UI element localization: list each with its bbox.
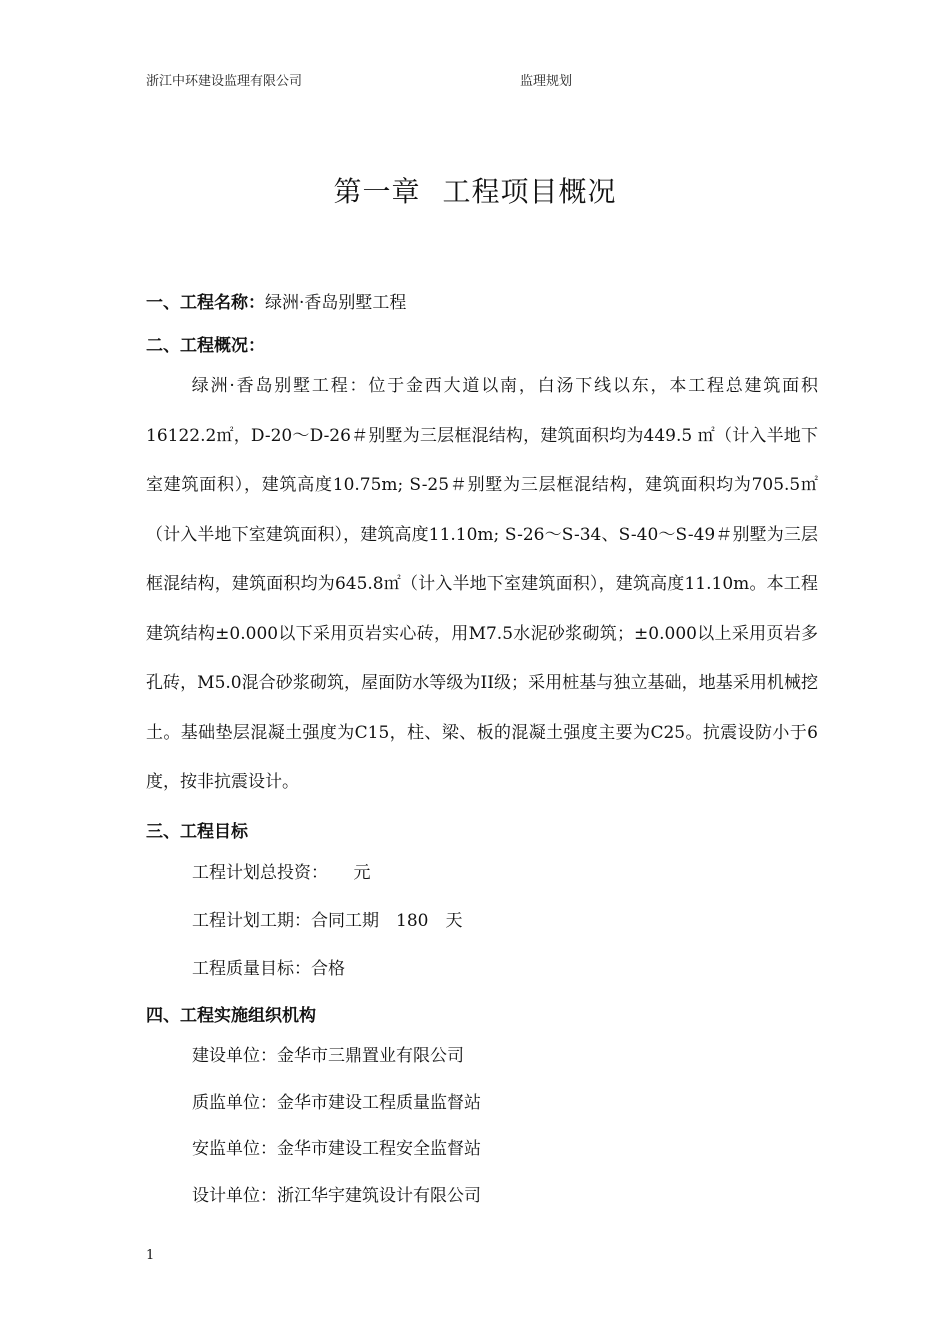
overview-paragraph <box>146 362 818 808</box>
org-designer: 设计单位：浙江华宇建筑设计有限公司 <box>192 1186 481 1206</box>
section-goals-heading: 三、工程目标 <box>146 822 248 842</box>
overview-text: 绿洲·香岛别墅工程：位于金西大道以南，白汤下线以东，本工程总建筑面积16122.2㎡，D-20～D-26＃别墅为三层框混结构，建筑面积均为449.5 ㎡（计入半地下室建筑面积），建筑高度10.75m; S-25＃别墅为三层框混结构，建筑面积均为705.5㎡（计入半地下室建筑面积），建筑高度11.10m; S-26～S-34、S-40～S-49＃别墅为三层框混结构，建筑面积均为645.8㎡（计入半地下室建筑面积），建筑高度11.10m。本工程建筑结构±0.000以下采用页岩实心砖，用M7.5水泥砂浆砌筑；±0.000以上采用页岩多孔砖，M5.0混合砂浆砌筑，屋面防水等级为II级；采用桩基与独立基础，地基采用机械挖土。基础垫层混凝土强度为C15，柱、梁、板的混凝土强度主要为C25。抗震设防小于6度，按非抗震设计。 <box>146 376 818 792</box>
header-doc-title: 监理规划 <box>520 74 573 89</box>
project-name: 绿洲·香岛别墅工程 <box>265 293 407 313</box>
org-builder: 建设单位：金华市三鼎置业有限公司 <box>192 1046 464 1066</box>
header-company: 浙江中环建设监理有限公司 <box>146 74 303 89</box>
chapter-heading <box>0 170 950 210</box>
goal-quality: 工程质量目标：合格 <box>192 959 345 979</box>
goal-investment: 工程计划总投资： 元 <box>192 863 371 883</box>
chapter-title: 工程项目概况 <box>442 175 617 208</box>
section-label: 一、工程名称： <box>146 293 265 313</box>
goal-duration: 工程计划工期：合同工期 180 天 <box>192 911 463 931</box>
org-safety-station: 安监单位：金华市建设工程安全监督站 <box>192 1139 481 1159</box>
section-overview-heading: 二、工程概况： <box>146 336 265 356</box>
page-number: 1 <box>146 1248 155 1263</box>
org-quality-station: 质监单位：金华市建设工程质量监督站 <box>192 1093 481 1113</box>
section-project-name <box>146 288 406 313</box>
section-organization-heading: 四、工程实施组织机构 <box>146 1006 316 1026</box>
chapter-number: 第一章 <box>333 175 421 208</box>
